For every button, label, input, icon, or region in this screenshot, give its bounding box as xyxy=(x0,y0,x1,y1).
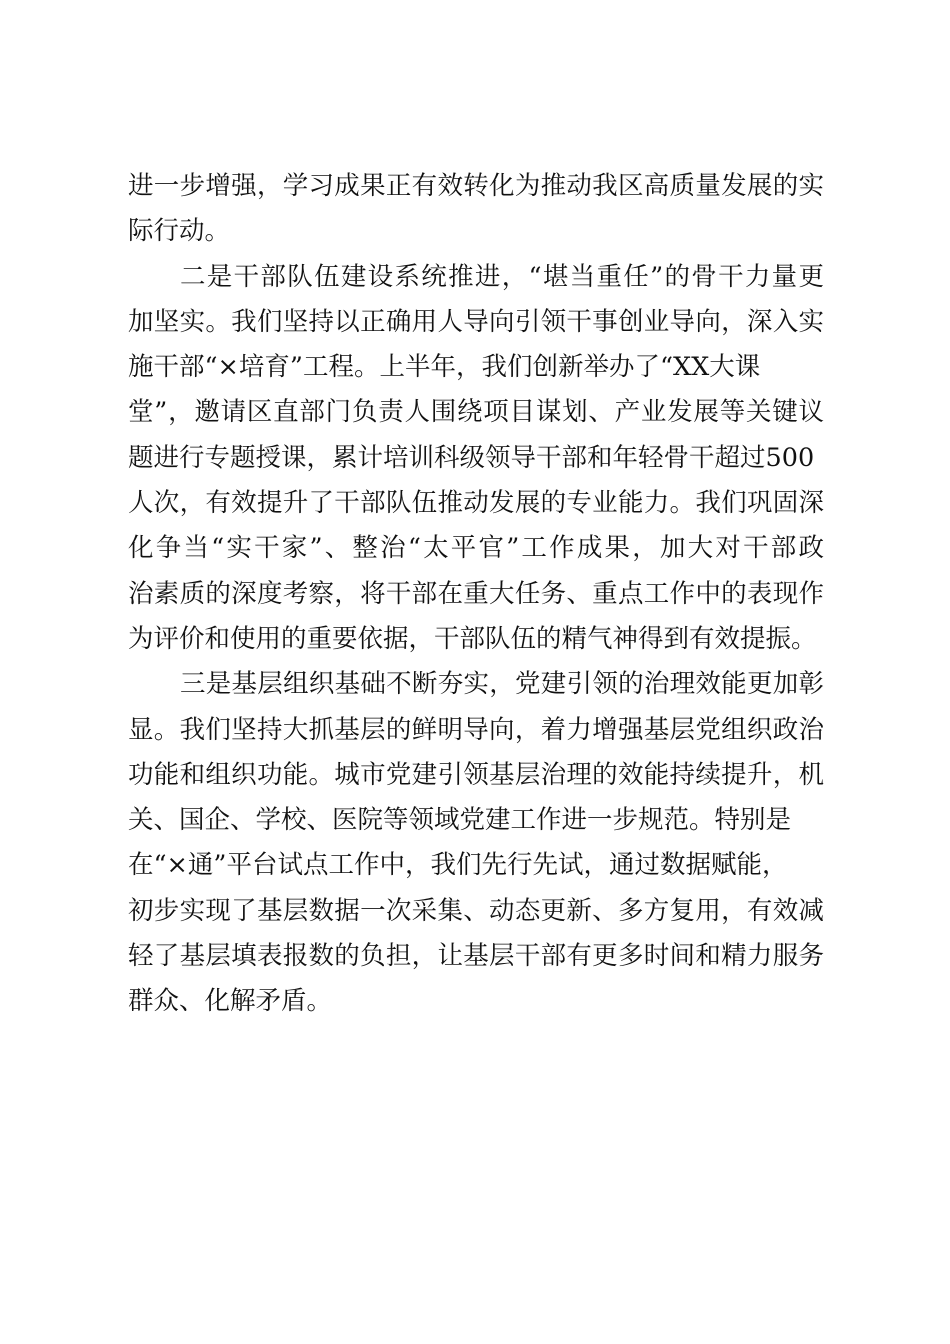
paragraph-line: 人次，有效提升了干部队伍推动发展的专业能力。我们巩固深 xyxy=(128,488,824,519)
paragraph xyxy=(128,164,824,255)
paragraph-line: 关、国企、学校、医院等领域党建工作进一步规范。特别是 xyxy=(128,805,792,836)
paragraph-line: 功能和组织功能。城市党建引领基层治理的效能持续提升，机 xyxy=(128,759,824,790)
paragraph xyxy=(128,255,824,663)
paragraph-line: 为评价和使用的重要依据，干部队伍的精气神得到有效提振。 xyxy=(128,623,817,654)
paragraph-line: 轻了基层填表报数的负担，让基层干部有更多时间和精力服务 xyxy=(128,941,824,972)
paragraph-line: 施干部“×培育”工程。上半年，我们创新举办了“XX大课 xyxy=(128,352,761,383)
paragraph-line: 际行动。 xyxy=(128,216,231,247)
paragraph-line: 三是基层组织基础不断夯实，党建引领的治理效能更加彰 xyxy=(180,669,824,700)
paragraph-line: 题进行专题授课，累计培训科级领导干部和年轻骨干超过500 xyxy=(128,442,815,473)
paragraph-line: 群众、化解矛盾。 xyxy=(128,986,333,1017)
paragraph-line: 堂”，邀请区直部门负责人围绕项目谋划、产业发展等关键议 xyxy=(128,397,824,428)
paragraph-line: 初步实现了基层数据一次采集、动态更新、多方复用，有效减 xyxy=(128,895,824,926)
paragraph-line: 二是干部队伍建设系统推进，“堪当重任”的骨干力量更 xyxy=(180,261,824,292)
paragraph-line: 进一步增强，学习成果正有效转化为推动我区高质量发展的实 xyxy=(128,171,824,201)
paragraph-line: 显。我们坚持大抓基层的鲜明导向，着力增强基层党组织政治 xyxy=(128,714,824,745)
body-text xyxy=(128,164,824,1025)
paragraph-line: 在“×通”平台试点工作中，我们先行先试，通过数据赋能， xyxy=(128,850,788,881)
paragraph xyxy=(128,662,824,1024)
paragraph-line: 治素质的深度考察，将干部在重大任务、重点工作中的表现作 xyxy=(128,578,824,609)
paragraph-line: 加坚实。我们坚持以正确用人导向引领干事创业导向，深入实 xyxy=(128,306,824,337)
paragraph-line: 化争当“实干家”、整治“太平官”工作成果，加大对干部政 xyxy=(128,533,824,564)
